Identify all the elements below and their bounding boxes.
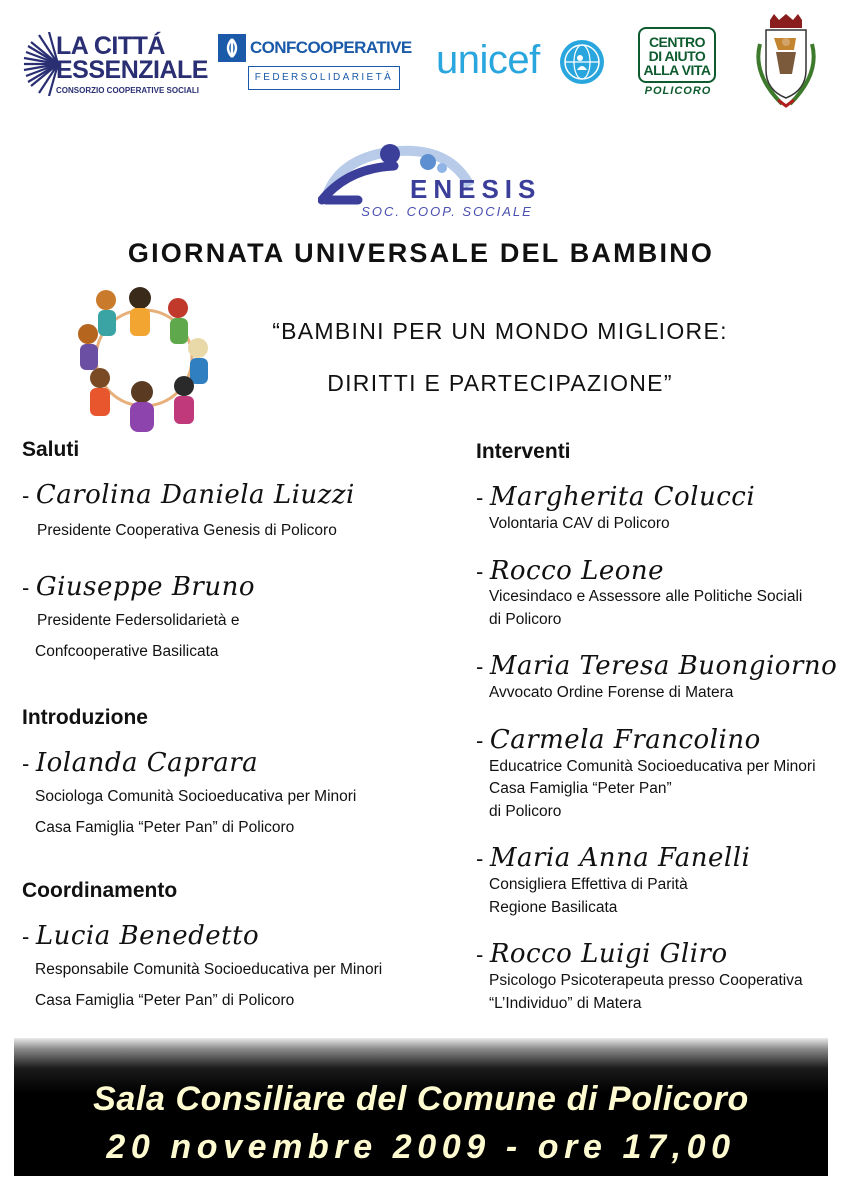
speaker-role: Avvocato Ordine Forense di Matera [489,684,734,701]
confcoop-mark-icon [218,34,246,62]
speaker-name: - Maria Teresa Buongiorno [476,651,838,681]
speaker-role: “L’Individuo” di Matera [489,995,642,1012]
speaker-role: Sociologa Comunità Socioeducativa per Minori [35,788,357,805]
genesis-word: ENESIS [410,174,542,204]
cav-line2: DI AIUTO [648,48,706,64]
page-title: GIORNATA UNIVERSALE DEL BAMBINO [127,238,715,268]
speaker-role: Presidente Federsolidarietà e [37,612,240,629]
speaker-role: di Policoro [489,611,562,628]
cav-city: POLICORO [644,85,712,97]
genesis-sub: SOC. COOP. SOCIALE [361,204,533,219]
speaker-name: - Rocco Luigi Gliro [476,939,728,969]
citta-line2: ESSENZIALE [56,56,208,84]
confcoop-sub: FEDERSOLIDARIETÀ [248,66,400,90]
heading-saluti: Saluti [22,438,80,461]
speaker-name: - Rocco Leone [476,556,665,586]
speaker-role: Casa Famiglia “Peter Pan” di Policoro [35,992,295,1009]
heading-interventi: Interventi [476,440,571,463]
speaker-role: Vicesindaco e Assessore alle Politiche Sociali [489,588,803,605]
citta-sub: CONSORZIO COOPERATIVE SOCIALI [56,86,199,95]
subtitle-line1: “BAMBINI PER UN MONDO MIGLIORE: [272,318,728,344]
speaker-role: Confcooperative Basilicata [35,643,219,660]
logo-unicef [436,38,608,88]
cav-box [638,27,716,83]
cav-line3: ALLA VITA [643,62,711,78]
logo-genesis [318,140,572,222]
event-location: Sala Consiliare del Comune di Policoro [93,1080,749,1118]
confcoop-name: CONFCOOPERATIVE [250,38,412,57]
logo-confcooperative [218,34,412,92]
speaker-role: Psicologo Psicoterapeuta presso Cooperativa [489,972,803,989]
event-footer [14,1038,828,1176]
speaker-role: Presidente Cooperativa Genesis di Policoro [37,522,337,539]
speaker-name: - Carmela Francolino [476,725,761,755]
policoro-crest-icon [752,14,820,108]
children-circle-illustration [74,278,214,434]
logo-la-citta-essenziale [22,30,208,100]
heading-introduzione: Introduzione [22,706,148,729]
citta-line1: LA CITTÁ [56,32,165,60]
speaker-name: - Carolina Daniela Liuzzi [22,480,355,510]
event-datetime: 20 novembre 2009 - ore 17,00 [106,1128,736,1166]
subtitle-line2: DIRITTI E PARTECIPAZIONE” [327,370,673,396]
unicef-globe-icon [560,40,604,84]
unicef-word: unicef [436,38,540,82]
heading-coordinamento: Coordinamento [22,879,178,902]
speaker-name: - Iolanda Caprara [22,748,259,778]
speaker-role: Casa Famiglia “Peter Pan” [489,780,672,797]
speaker-name: - Margherita Colucci [476,482,756,512]
speaker-name: - Giuseppe Bruno [22,572,256,602]
speaker-role: di Policoro [489,803,562,820]
speaker-name: - Lucia Benedetto [22,921,260,951]
speaker-role: Responsabile Comunità Socioeducativa per Minori [35,961,383,978]
cav-line1: CENTRO [648,34,706,50]
speaker-name: - Maria Anna Fanelli [476,843,751,873]
speaker-role: Regione Basilicata [489,899,618,916]
speaker-role: Consigliera Effettiva di Parità [489,876,688,893]
speaker-role: Volontaria CAV di Policoro [489,515,670,532]
speaker-role: Educatrice Comunità Socioeducativa per Minori [489,758,816,775]
speaker-role: Casa Famiglia “Peter Pan” di Policoro [35,819,295,836]
logo-centro-aiuto-vita [638,27,720,99]
